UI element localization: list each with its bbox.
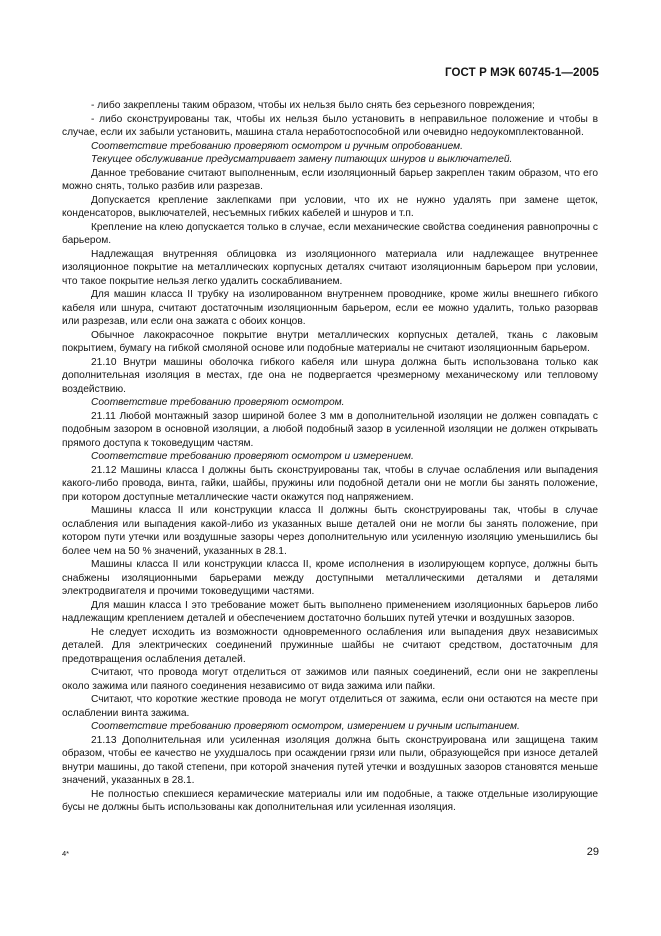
document-header: ГОСТ Р МЭК 60745-1—2005 [445,67,599,79]
paragraph: Машины класса II или конструкции класса II должны быть сконструированы так, чтобы в случае ослабления или выпадения какой-либо из указанных выше деталей они не могли бы занять положение, при котором пути утечки или воздушные зазоры через дополнительную или усиленную изоляцию уменьшились бы более чем на 50 % значений, указанных в 28.1. [62,505,598,557]
paragraph: Для машин класса I это требование может быть выполнено применением изоляционных барьеров либо надлежащим креплением деталей и обеспечением достаточно больших путей утечки и воздушных зазоров. [62,599,598,624]
signature-mark: 4* [62,849,70,858]
paragraph: Надлежащая внутренняя облицовка из изоляционного материала или надлежащее внутреннее изоляционное покрытие на металлических корпусных деталях считают изоляционным барьером при условии, что такое покрытие нельзя легко удалить соскабливанием. [62,248,598,287]
clause-21-13: 21.13 Дополнительная или усиленная изоляция должна быть сконструирована или защищена таким образом, чтобы ее качество не ухудшалось при осаждении грязи или пыли, образующейся при износе деталей внутри машины, до такой степени, при которой значения путей утечки и воздушных зазоров становятся меньше значений, указанных в 28.1. [62,734,598,786]
paragraph: Не следует исходить из возможности одновременного ослабления или выпадения двух независимых деталей. Для электрических соединений пружинные шайбы не считают средством, достаточным для предотвращения ослабления деталей. [62,626,598,665]
paragraph-italic: Соответствие требованию проверяют осмотром и ручным опробованием. [91,140,463,152]
paragraph: Машины класса II или конструкции класса II, кроме исполнения в изолирующем корпусе, должны быть снабжены изоляционными барьерами между доступными металлическими деталями и деталями электродвигателя и прочими токоведущими частями. [62,559,598,597]
paragraph-italic: Текущее обслуживание предусматривает замену питающих шнуров и выключателей. [91,154,513,165]
paragraph-italic: Соответствие требованию проверяют осмотром и измерением. [91,451,414,462]
page-number: 29 [586,846,599,858]
paragraph: Считают, что провода могут отделиться от зажимов или паяных соединений, если они не закреплены около зажима или паяного соединения независимо от вида зажима или пайки. [62,667,598,692]
paragraph: Допускается крепление заклепками при условии, что их не нужно удалять при замене щеток, конденсаторов, выключателей, несъемных гибких кабелей и шнуров и т.п. [62,194,598,219]
page-body [62,99,598,815]
paragraph-italic: Соответствие требованию проверяют осмотром. [91,397,345,408]
paragraph: - либо сконструированы так, чтобы их нельзя было установить в неправильное положение и чтобы в случае, если их забыли установить, машина стала неработоспособной или очевидно недоукомплектованной. [62,113,598,138]
clause-21-12: 21.12 Машины класса I должны быть сконструированы так, чтобы в случае ослабления или выпадения какого-либо провода, винта, гайки, шайбы, пружины или подобной детали они не могли бы занять положение, при котором доступные металлические части окажутся под напряжением. [62,464,598,503]
paragraph: Данное требование считают выполненным, если изоляционный барьер закреплен таким образом, что его можно снять, только разбив или разрезав. [62,167,598,192]
clause-21-10: 21.10 Внутри машины оболочка гибкого кабеля или шнура должна быть использована только как дополнительная изоляция в местах, где она не подвергается чрезмерному механическому или тепловому воздействию. [62,356,598,395]
paragraph: Обычное лакокрасочное покрытие внутри металлических корпусных деталей, ткань с лаковым покрытием, бумагу на гибкой смоляной основе или подобные материалы не считают изоляционным барьером. [62,329,598,354]
clause-21-11: 21.11 Любой монтажный зазор шириной более 3 мм в дополнительной изоляции не должен совпадать с подобным зазором в основной изоляции, а любой подобный зазор в усиленной изоляции не должен открывать прямого доступа к токоведущим частям. [62,410,598,449]
paragraph: Считают, что короткие жесткие провода не могут отделиться от зажима, если они остаются на месте при ослаблении винта зажима. [62,694,598,719]
paragraph-italic: Соответствие требованию проверяют осмотром, измерением и ручным испытанием. [91,721,520,732]
paragraph: Не полностью спекшиеся керамические материалы или им подобные, а также отдельные изолирующие бусы не должны быть использованы как дополнительная или усиленная изоляция. [62,788,598,813]
paragraph: Для машин класса II трубку на изолированном внутреннем проводнике, кроме жилы внешнего гибкого кабеля или шнура, считают достаточным изоляционным барьером, если ее можно удалить, только разорвав или разрезав, или если она зажата с обоих концов. [62,289,598,327]
paragraph: - либо закреплены таким образом, чтобы их нельзя было снять без серьезного повреждения; [91,100,535,111]
paragraph: Крепление на клею допускается только в случае, если механические свойства соединения равнопрочны с барьером. [62,221,598,246]
